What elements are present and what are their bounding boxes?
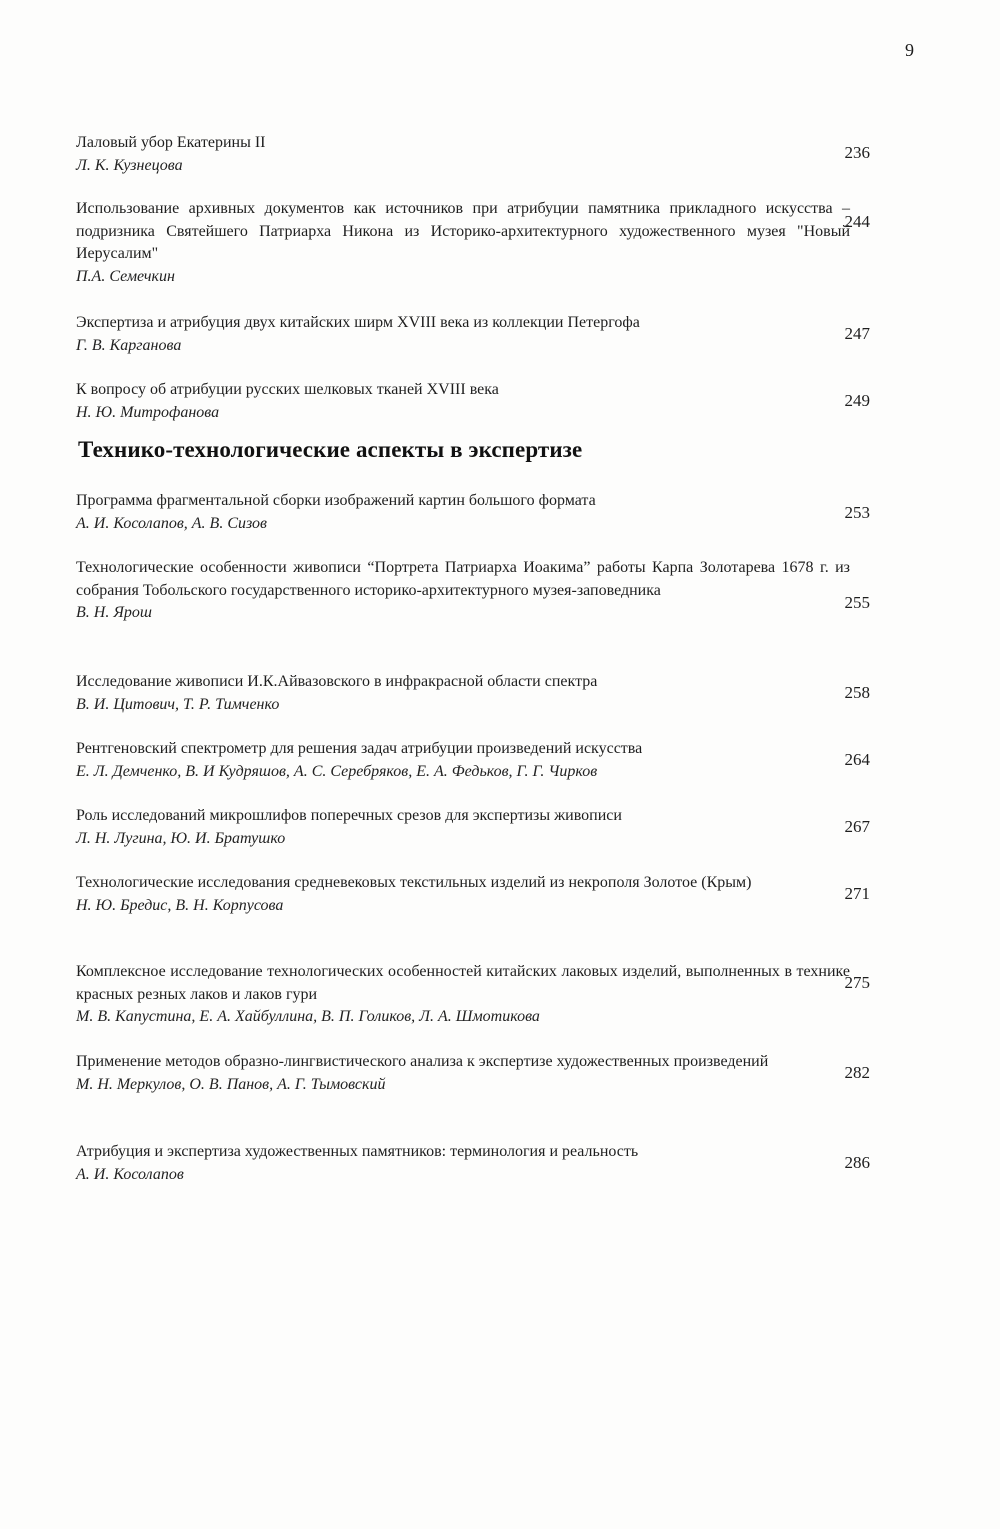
entry-page-number: 271	[844, 884, 870, 903]
toc-entry	[76, 805, 850, 850]
page-number: 9	[905, 40, 914, 60]
toc-entry	[76, 312, 850, 357]
entry-authors: А. И. Косолапов, А. В. Сизов	[76, 514, 267, 532]
entry-authors: В. И. Цитович, Т. Р. Тимченко	[76, 695, 280, 713]
entry-authors: В. Н. Ярош	[76, 604, 152, 621]
entry-authors: П.А. Семечкин	[76, 267, 175, 285]
entry-page-number: 255	[844, 593, 870, 612]
toc-entry	[76, 1141, 850, 1186]
entry-authors: Н. Ю. Митрофанова	[76, 403, 220, 421]
entry-page-number: 275	[844, 973, 870, 992]
entry-authors: Г. В. Карганова	[76, 336, 182, 354]
entry-title: Использование архивных документов как источников при атрибуции памятника прикладного искусства – подризника Святейшего Патриарха Никона из Историко-архитектурного художественного музея "Новый Иерусалим"	[76, 200, 850, 262]
toc-entry	[76, 132, 850, 177]
entry-title: Применение методов образно-лингвистического анализа к экспертизе художественных произведений	[76, 1053, 769, 1070]
toc-entry	[76, 872, 850, 917]
toc-entry	[76, 557, 850, 625]
entry-authors: Е. Л. Демченко, В. И Кудряшов, А. С. Серебряков, Е. А. Федьков, Г. Г. Чирков	[76, 762, 598, 780]
toc-entry	[76, 490, 850, 535]
entry-authors: М. В. Капустина, Е. А. Хайбуллина, В. П. Голиков, Л. А. Шмотикова	[76, 1008, 540, 1025]
entry-page-number: 247	[844, 324, 870, 343]
entry-title: Атрибуция и экспертиза художественных памятников: терминология и реальность	[76, 1143, 639, 1160]
entry-title: Роль исследований микрошлифов поперечных срезов для экспертизы живописи	[76, 807, 622, 824]
entry-title: Технологические особенности живописи “Портрета Патриарха Иоакима” работы Карпа Золотарева 1678 г. из собрания Тобольского государственного историко-архитектурного музея-заповедника	[76, 559, 850, 599]
entry-authors: М. Н. Меркулов, О. В. Панов, А. Г. Тымовский	[76, 1075, 386, 1093]
toc-entry	[76, 198, 850, 288]
entry-page-number: 244	[844, 212, 870, 231]
entry-title: Рентгеновский спектрометр для решения задач атрибуции произведений искусства	[76, 740, 643, 757]
toc-entry	[76, 1051, 850, 1096]
entry-title: Программа фрагментальной сборки изображений картин большого формата	[76, 492, 596, 509]
entry-title: Комплексное исследование технологических особенностей китайских лаковых изделий, выполненных в технике красных резных лаков и лаков гури	[76, 963, 850, 1003]
entry-page-number: 286	[844, 1153, 870, 1172]
entry-page-number: 258	[844, 683, 870, 702]
entry-page-number: 236	[844, 143, 870, 162]
entry-page-number: 264	[844, 750, 870, 769]
entry-title: Экспертиза и атрибуция двух китайских ширм XVIII века из коллекции Петергофа	[76, 314, 640, 331]
entry-title: Исследование живописи И.К.Айвазовского в инфракрасной области спектра	[76, 673, 598, 690]
entry-authors: Н. Ю. Бредис, В. Н. Корпусова	[76, 896, 284, 914]
entry-page-number: 253	[844, 503, 870, 522]
toc-entry	[76, 738, 850, 783]
section-heading: Технико-технологические аспекты в экспертизе	[78, 437, 583, 462]
toc-entry	[76, 379, 850, 424]
entry-page-number: 267	[844, 817, 870, 836]
entry-authors: А. И. Косолапов	[76, 1165, 184, 1183]
entry-title: К вопросу об атрибуции русских шелковых тканей XVIII века	[76, 381, 499, 398]
entry-page-number: 282	[844, 1063, 870, 1082]
entry-title: Технологические исследования средневековых текстильных изделий из некрополя Золотое (Крым)	[76, 874, 752, 891]
entry-page-number: 249	[844, 391, 870, 410]
entry-authors: Л. К. Кузнецова	[76, 156, 183, 174]
entry-authors: Л. Н. Лугина, Ю. И. Братушко	[76, 829, 286, 847]
toc-entry	[76, 671, 850, 716]
entry-title: Лаловый убор Екатерины II	[76, 134, 266, 151]
toc-entry	[76, 961, 850, 1029]
